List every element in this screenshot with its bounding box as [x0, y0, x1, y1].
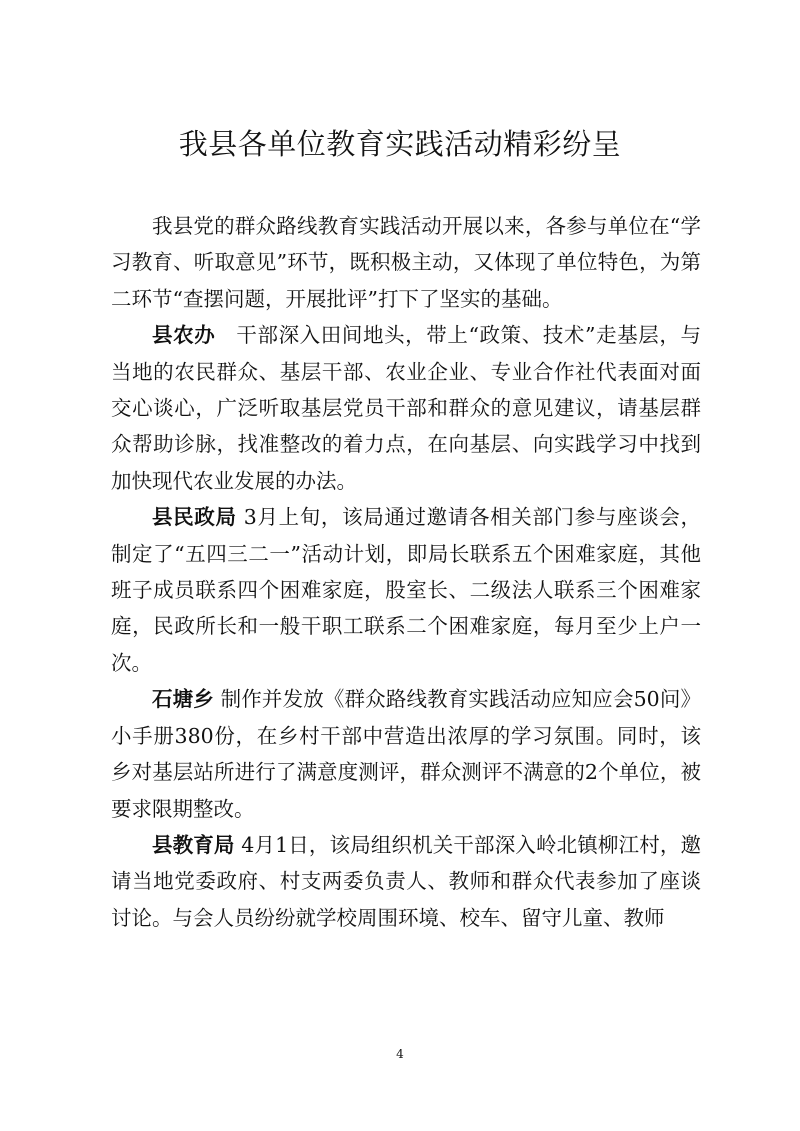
- document-body: [111, 208, 701, 936]
- document-title: 我县各单位教育实践活动精彩纷呈: [178, 127, 622, 161]
- section-unit-name: 石塘乡: [152, 687, 214, 712]
- section-paragraph-nongban: [111, 317, 701, 499]
- section-paragraph-shitangxiang: [111, 681, 701, 827]
- section-unit-name: 县教育局: [152, 832, 235, 857]
- section-paragraph-minzhengju: [111, 499, 701, 681]
- section-text: 制作并发放《群众路线教育实践活动应知应会50问》小手册380份，在乡村干部中营造出浓厚的学习氛围。同时，该乡对基层站所进行了满意度测评，群众测评不满意的2个单位，被要求限期整改。: [111, 687, 701, 821]
- section-unit-name: 县民政局: [152, 505, 237, 530]
- section-text: 干部深入田间地头，带上“政策、技术”走基层，与当地的农民群众、基层干部、农业企业、专业合作社代表面对面交心谈心，广泛听取基层党员干部和群众的意见建议，请基层群众帮助诊脉，找准整改的着力点，在向基层、向实践学习中找到加快现代农业发展的办法。: [111, 323, 701, 493]
- section-text: 4月1日，该局组织机关干部深入岭北镇柳江村，邀请当地党委政府、村支两委负责人、教师和群众代表参加了座谈讨论。与会人员纷纷就学校周围环境、校车、留守儿童、教师: [111, 832, 701, 930]
- intro-paragraph: 我县党的群众路线教育实践活动开展以来，各参与单位在“学习教育、听取意见”环节，既积极主动，又体现了单位特色，为第二环节“查摆问题，开展批评”打下了坚实的基础。: [111, 214, 701, 311]
- section-unit-name: 县农办: [152, 323, 216, 348]
- section-paragraph-jiaoyuju: [111, 827, 701, 936]
- page-number: 4: [396, 1047, 404, 1061]
- section-text: 3月上旬，该局通过邀请各相关部门参与座谈会，制定了“五四三二一”活动计划，即局长联系五个困难家庭，其他班子成员联系四个困难家庭，股室长、二级法人联系三个困难家庭，民政所长和一般干职工联系二个困难家庭，每月至少上户一次。: [111, 505, 701, 675]
